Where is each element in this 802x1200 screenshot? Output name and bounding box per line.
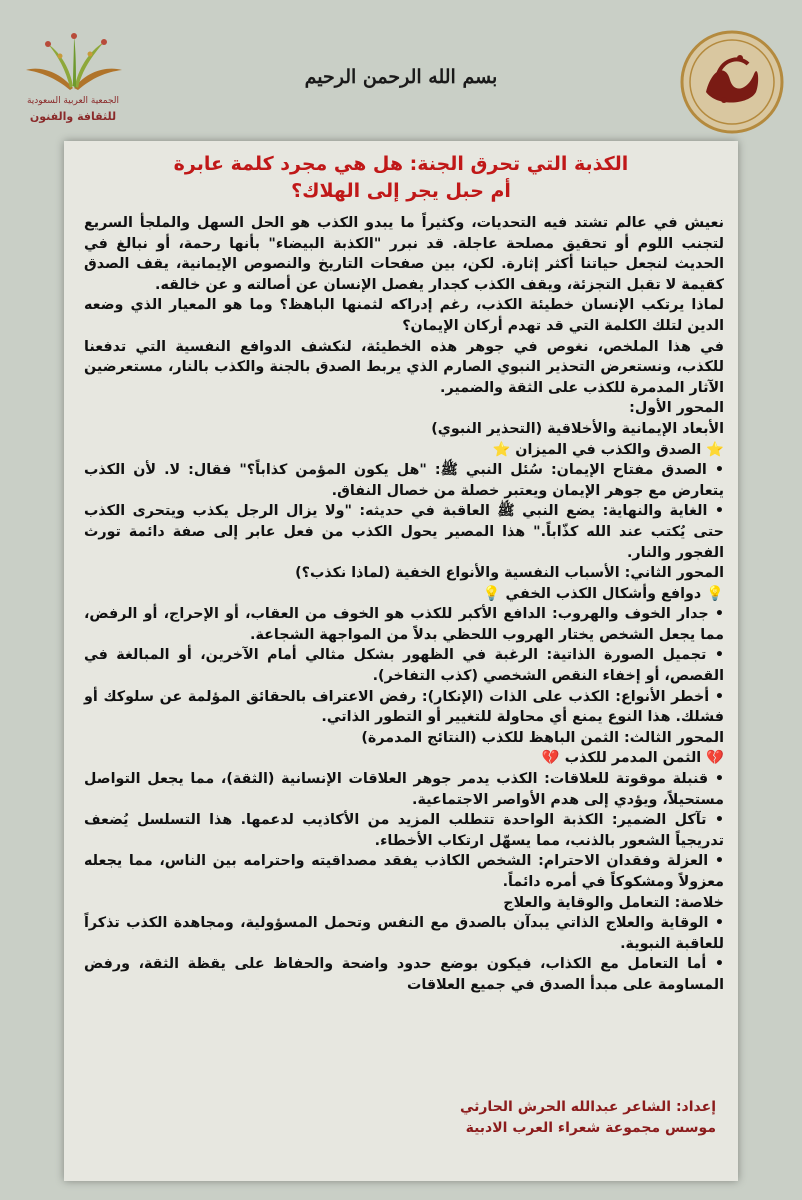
section3-bullet-1: • قنبلة موقوتة للعلاقات: الكذب يدمر جوهر العلاقات الإنسانية (الثقة)، مما يجعل التواصل مستحيلاً، ويؤدي إلى هدم الأواصر الاجتماعية.: [84, 771, 724, 808]
article-title: [84, 151, 718, 205]
section3-title: المحور الثالث: الثمن الباهظ للكذب (النتائج المدمرة): [361, 729, 724, 746]
article-title-line2: أم حبل يجر إلى الهلاك؟: [291, 180, 511, 202]
question-paragraph: لماذا يرتكب الإنسان خطيئة الكذب، رغم إدراكه لثمنها الباهظ؟ وما هو المعيار الذي وضعه الدين لتلك الكلمة التي قد تهدم أركان الإيمان؟: [84, 297, 724, 334]
section2-title: المحور الثاني: الأسباب النفسية والأنواع الخفية (لماذا نكذب؟): [295, 565, 724, 582]
author-credit-line2: موسس مجموعة شعراء العرب الادبية: [465, 1120, 716, 1136]
basmala: بسم الله الرحمن الرحيم: [304, 66, 498, 88]
intro-paragraph: نعيش في عالم تشتد فيه التحديات، وكثيراً ما يبدو الكذب هو الحل السهل والملجأ السريع لتجنب اللوم أو تحقيق مصلحة عاجلة. قد نبرر "الكذبة البيضاء" بأنها رحمة، أو نبالغ في الحديث لنجعل حياتنا أكثر إثارة. لكن، بين صفحات التاريخ والنصوص الإيمانية، يقف الصدق كقيمة لا تقبل التجزئة، ويقف الكذب كجدار يفصل الإنسان عن أصالته و عن خالقه.: [84, 215, 724, 293]
summary-paragraph: في هذا الملخص، نغوص في جوهر هذه الخطيئة، لنكشف الدوافع النفسية التي تدفعنا للكذب، ونستعرض التحذير النبوي الصارم الذي يربط الصدق بالجنة والكذب بالنار، مستعرضين الآثار المدمرة للكذب على الثقة والضمير.: [84, 338, 724, 396]
conclusion-bullet-2: • أما التعامل مع الكذاب، فيكون بوضع حدود واضحة والحفاظ على يقظة الثقة، ورفض المساومة على مبدأ الصدق في جميع العلاقات: [84, 956, 724, 993]
section1-title: الأبعاد الإيمانية والأخلاقية (التحذير النبوي): [431, 420, 724, 437]
author-credit: [460, 1097, 716, 1139]
section1-label: المحور الأول:: [629, 400, 724, 417]
conclusion-bullet-1: • الوقاية والعلاج الذاتي يبدآن بالصدق مع النفس وتحمل المسؤولية، ومجاهدة الكذب تذكراً للعاقبة النبوية.: [84, 915, 724, 952]
section1-bullet-1: • الصدق مفتاح الإيمان: سُئل النبي ﷺ: "هل يكون المؤمن كذاباً؟" فقال: لا. لأن الكذب يتعارض مع جوهر الإيمان ويعتبر خصلة من خصال النفاق.: [84, 462, 724, 499]
calligraphy-seal-icon: [678, 28, 786, 136]
section2-bullet-3: • أخطر الأنواع: الكذب على الذات (الإنكار): رفض الاعتراف بالحقائق المؤلمة عن سلوكك أو فشلك. هذا النوع يمنع أي محاولة للتغيير أو التطور الذاتي.: [84, 688, 724, 726]
page-header: [0, 0, 802, 130]
section3-bullet-3: • العزلة وفقدان الاحترام: الشخص الكاذب يفقد مصداقيته واحترامه بين الناس، مما يجعله معزولاً ومشكوكاً في أمره دائماً.: [84, 853, 724, 890]
section2-bullet-2: • تجميل الصورة الذاتية: الرغبة في الظهور بشكل مثالي أمام الآخرين، أو المبالغة في القصص، أو إخفاء النقص الشخصي (كذب التفاخر).: [84, 647, 724, 685]
section3-bullet-2: • تآكل الضمير: الكذبة الواحدة تتطلب المزيد من الأكاذيب لدعمها. هذا التسلسل يُضعف تدريجياً الشعور بالذنب، مما يسهّل ارتكاب الأخطاء.: [84, 812, 724, 849]
society-name-line1: الجمعية العربية السعودية: [26, 96, 120, 106]
arab-poets-logo: [678, 28, 786, 136]
author-credit-line1: إعداد: الشاعر عبدالله الحرش الحارثي: [459, 1099, 716, 1115]
society-name-line2: للثقافة والفنون: [29, 110, 117, 123]
section3-subheading: 💔 الثمن المدمر للكذب 💔: [541, 750, 724, 767]
section2-subheading: 💡 دوافع وأشكال الكذب الخفي 💡: [482, 585, 724, 602]
article-title-line1: الكذبة التي تحرق الجنة: هل هي مجرد كلمة عابرة: [173, 153, 629, 175]
conclusion-title: خلاصة: التعامل والوقاية والعلاج: [503, 894, 724, 911]
article-body: [84, 213, 724, 996]
section2-bullet-1: • جدار الخوف والهروب: الدافع الأكبر للكذب هو الخوف من العقاب، أو الإحراج، أو الرفض، مما يجعل الشخص يختار الهروب اللحظي بدلاً من المواجهة الشجاعة.: [84, 606, 724, 643]
section1-subheading: ⭐ الصدق والكذب في الميزان ⭐: [492, 441, 724, 458]
section1-bullet-2: • الغاية والنهاية: يضع النبي ﷺ العاقبة في حديثه: "ولا يزال الرجل يكذب ويتحرى الكذب حتى يُكتب عند الله كذّاباً." هذا المصير يحول الكذب من فعل عابر إلى صفة دائمة تورث الفجور والنار.: [84, 503, 724, 561]
article-card: [64, 141, 738, 1181]
